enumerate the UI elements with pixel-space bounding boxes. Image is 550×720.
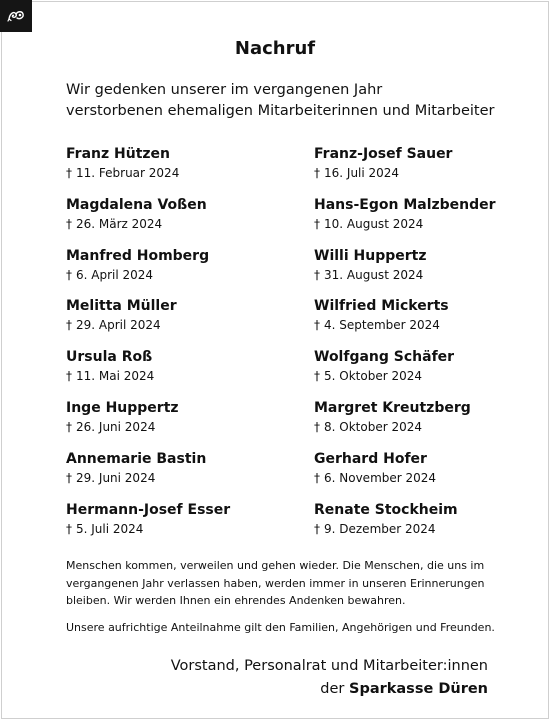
deceased-entry <box>314 196 549 247</box>
dagger-icon: † <box>66 318 72 333</box>
death-date: 10. August 2024 <box>324 216 424 231</box>
deceased-name: Willi Huppertz <box>314 247 427 264</box>
corner-badge[interactable] <box>0 0 32 32</box>
deceased-entry <box>66 399 301 450</box>
dagger-icon: † <box>66 369 72 384</box>
death-date-row <box>314 367 549 385</box>
death-date-row <box>66 520 301 538</box>
deceased-name: Franz Hützen <box>66 146 170 162</box>
dagger-icon: † <box>66 521 72 536</box>
death-date: 9. Dezember 2024 <box>324 521 436 536</box>
death-date: 31. August 2024 <box>324 267 424 282</box>
dagger-icon: † <box>314 369 320 384</box>
death-date: 8. Oktober 2024 <box>324 419 422 434</box>
deceased-list-right <box>314 145 549 551</box>
deceased-entry <box>314 145 549 196</box>
closing-text <box>66 557 506 636</box>
deceased-entry <box>314 450 549 501</box>
intro-line: verstorbenen ehemaligen Mitarbeiterinnen und Mitarbeiter <box>66 103 495 119</box>
deceased-list-left <box>66 145 301 551</box>
death-date: 29. April 2024 <box>76 318 161 333</box>
death-date-row <box>314 266 549 284</box>
death-date-row <box>314 164 549 182</box>
deceased-name: Renate Stockheim <box>314 501 458 518</box>
death-date-row <box>314 469 549 487</box>
deceased-name: Ursula Roß <box>66 349 153 366</box>
dagger-icon: † <box>314 216 320 231</box>
floral-ornament-icon <box>7 9 25 23</box>
death-date: 16. Juli 2024 <box>324 166 400 180</box>
death-date: 11. Mai 2024 <box>76 369 155 384</box>
death-date: 29. Juni 2024 <box>76 470 156 485</box>
dagger-icon: † <box>314 166 320 180</box>
death-date-row <box>66 316 301 334</box>
deceased-name: Hans-Egon Malzbender <box>314 196 496 213</box>
death-date: 5. Juli 2024 <box>76 521 144 536</box>
death-date-row <box>314 418 549 436</box>
company-name: Sparkasse Düren <box>349 681 488 697</box>
deceased-name: Hermann-Josef Esser <box>66 501 231 518</box>
dagger-icon: † <box>314 521 320 536</box>
death-date: 11. Februar 2024 <box>76 166 180 180</box>
closing-paragraph: Unsere aufrichtige Anteilnahme gilt den Familien, Angehörigen und Freunden. <box>66 620 495 634</box>
closing-paragraph: Menschen kommen, verweilen und gehen wieder. Die Menschen, die uns im vergangenen Jahr verlassen haben, werden immer in unseren Erinnerungen bleiben. Wir werden Ihnen ein ehrendes Andenken bewahren. <box>66 559 485 607</box>
death-date: 6. April 2024 <box>76 267 154 282</box>
deceased-name: Annemarie Bastin <box>66 450 207 467</box>
deceased-entry <box>66 196 301 247</box>
dagger-icon: † <box>314 419 320 434</box>
deceased-name: Gerhard Hofer <box>314 450 427 467</box>
deceased-entry <box>66 450 301 501</box>
deceased-name: Wolfgang Schäfer <box>314 349 455 366</box>
signature-company-line <box>171 678 488 701</box>
signature-line: Vorstand, Personalrat und Mitarbeiter:innen <box>170 658 488 674</box>
signature-block <box>171 655 488 701</box>
deceased-entry <box>314 348 549 399</box>
deceased-entry <box>66 247 301 298</box>
dagger-icon: † <box>66 216 72 231</box>
deceased-name: Wilfried Mickerts <box>314 298 449 315</box>
deceased-name: Margret Kreutzberg <box>314 399 471 416</box>
dagger-icon: † <box>66 470 72 485</box>
death-date-row <box>314 215 549 233</box>
deceased-entry <box>66 348 301 399</box>
deceased-name: Inge Huppertz <box>66 399 179 416</box>
death-date-row <box>314 316 549 334</box>
death-date: 5. Oktober 2024 <box>324 369 422 384</box>
death-date-row <box>66 367 301 385</box>
dagger-icon: † <box>66 267 72 282</box>
deceased-name: Magdalena Voßen <box>66 196 207 213</box>
death-date: 6. November 2024 <box>324 470 437 485</box>
deceased-entry <box>314 247 549 298</box>
deceased-entry <box>314 399 549 450</box>
dagger-icon: † <box>66 419 72 434</box>
deceased-name: Franz-Josef Sauer <box>314 146 453 162</box>
deceased-entry <box>314 501 549 552</box>
signature-prefix: der <box>320 681 345 697</box>
death-date-row <box>66 164 301 182</box>
notice-title: Nachruf <box>234 38 316 59</box>
dagger-icon: † <box>314 267 320 282</box>
intro-line: Wir gedenken unserer im vergangenen Jahr <box>66 82 383 98</box>
deceased-entry <box>66 501 301 552</box>
deceased-name: Manfred Homberg <box>66 247 210 264</box>
dagger-icon: † <box>314 318 320 333</box>
death-date-row <box>66 418 301 436</box>
death-date: 26. Juni 2024 <box>76 419 156 434</box>
deceased-entry <box>66 145 301 196</box>
deceased-entry <box>66 297 301 348</box>
death-date-row <box>314 520 549 538</box>
death-date-row <box>66 215 301 233</box>
death-date: 4. September 2024 <box>324 318 440 333</box>
dagger-icon: † <box>66 166 72 180</box>
death-date: 26. März 2024 <box>76 216 163 231</box>
dagger-icon: † <box>314 470 320 485</box>
death-date-row <box>66 469 301 487</box>
death-date-row <box>66 266 301 284</box>
deceased-entry <box>314 297 549 348</box>
deceased-name: Melitta Müller <box>66 298 177 315</box>
intro-text <box>66 80 506 122</box>
